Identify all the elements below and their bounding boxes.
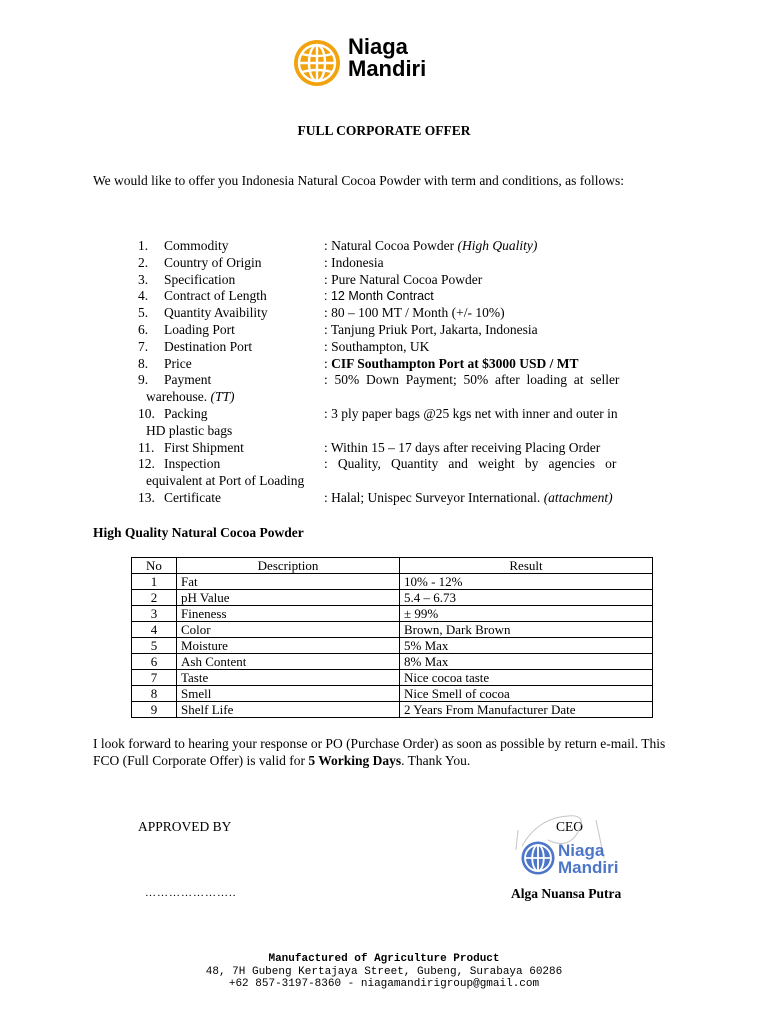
term-number: 1. <box>138 238 149 253</box>
cell-result: 8% Max <box>400 654 653 670</box>
term-item <box>138 440 675 457</box>
cell-no: 8 <box>132 686 177 702</box>
term-label: Commodity <box>164 238 229 253</box>
term-label: Loading Port <box>164 321 235 337</box>
cell-description: Fineness <box>177 606 400 622</box>
intro-paragraph: We would like to offer you Indonesia Natural Cocoa Powder with term and conditions, as follows: <box>93 173 625 188</box>
footer-address: 48, 7H Gubeng Kertajaya Street, Gubeng, Surabaya 60286 <box>205 965 563 978</box>
globe-icon <box>292 38 342 88</box>
stamp-line-2: Mandiri <box>558 858 619 877</box>
table-header-row <box>132 558 653 574</box>
term-item <box>138 255 675 272</box>
term-item <box>138 356 675 373</box>
cell-result: Nice Smell of cocoa <box>400 686 653 702</box>
signature-line: ………………….. <box>145 887 237 899</box>
cell-no: 3 <box>132 606 177 622</box>
table-row <box>132 654 653 670</box>
logo-line-1: Niaga <box>348 34 408 59</box>
term-number: 10. <box>138 405 155 421</box>
cell-no: 9 <box>132 702 177 718</box>
term-value: : Pure Natural Cocoa Powder <box>324 271 483 287</box>
term-label: Payment <box>164 372 212 388</box>
cell-no: 1 <box>132 574 177 590</box>
cell-result: 2 Years From Manufacturer Date <box>400 702 653 718</box>
stamp-line-1: Niaga <box>558 841 605 860</box>
term-label: Contract of Length <box>164 288 267 304</box>
term-number: 5. <box>138 305 149 321</box>
validity-period: 5 Working Days <box>308 753 402 768</box>
term-item <box>138 238 675 255</box>
term-number: 7. <box>138 338 149 354</box>
closing-paragraph: I look forward to hearing your response or PO (Purchase Order) as soon as possible by return e-mail. This FCO (Full Corporate Offer) is valid for 5 Working Days. Thank You. <box>93 736 666 768</box>
term-number: 12. <box>138 456 155 472</box>
cell-description: Taste <box>177 670 400 686</box>
specification-table <box>131 557 653 718</box>
term-number: 3. <box>138 271 149 287</box>
cell-description: Shelf Life <box>177 702 400 718</box>
cell-result: 10% - 12% <box>400 574 653 590</box>
term-label: Inspection <box>164 456 221 472</box>
table-row <box>132 622 653 638</box>
term-label: Certificate <box>164 489 221 505</box>
term-item <box>138 339 675 356</box>
cell-description: Color <box>177 622 400 638</box>
ceo-name: Alga Nuansa Putra <box>511 886 622 901</box>
term-value: : Within 15 – 17 days after receiving Placing Order <box>324 439 601 455</box>
company-stamp <box>514 840 624 886</box>
term-label: Country of Origin <box>164 254 262 270</box>
term-label: Specification <box>164 271 236 287</box>
cell-no: 5 <box>132 638 177 654</box>
term-number: 8. <box>138 355 149 371</box>
term-label: Quantity Avaibility <box>164 305 268 321</box>
cell-result: 5.4 – 6.73 <box>400 590 653 606</box>
term-value-continued: equivalent at Port of Loading <box>146 473 305 489</box>
table-row <box>132 590 653 606</box>
cell-result: Nice cocoa taste <box>400 670 653 686</box>
term-item <box>138 272 675 289</box>
term-number: 4. <box>138 288 149 304</box>
cell-description: pH Value <box>177 590 400 606</box>
cell-result: Brown, Dark Brown <box>400 622 653 638</box>
term-value-continued: HD plastic bags <box>146 422 233 438</box>
globe-icon <box>520 840 556 876</box>
term-label: Price <box>164 355 192 371</box>
table-row <box>132 686 653 702</box>
column-header-no: No <box>132 558 177 574</box>
term-value: : Tanjung Priuk Port, Jakarta, Indonesia <box>324 321 538 337</box>
stamp-wordmark <box>558 842 618 876</box>
terms-list <box>138 238 675 507</box>
column-header-description: Description <box>177 558 400 574</box>
cell-description: Ash Content <box>177 654 400 670</box>
footer-contact: +62 857-3197-8360 - niagamandirigroup@gmail.com <box>228 978 540 990</box>
term-value: : 80 – 100 MT / Month (+/- 10%) <box>324 305 505 321</box>
page-footer <box>0 953 768 991</box>
logo-line-2: Mandiri <box>348 56 427 81</box>
term-number: 13. <box>138 489 155 505</box>
term-item <box>138 372 675 406</box>
cell-result: ± 99% <box>400 606 653 622</box>
term-value: : Halal; Unispec Surveyor International. (attachment) <box>324 489 613 505</box>
term-item <box>138 406 675 440</box>
cell-no: 7 <box>132 670 177 686</box>
cell-no: 6 <box>132 654 177 670</box>
term-item <box>138 288 675 305</box>
table-row <box>132 702 653 718</box>
cell-description: Moisture <box>177 638 400 654</box>
logo-wordmark <box>348 36 426 80</box>
term-value: : Quality, Quantity and weight by agencies or <box>324 456 617 472</box>
company-logo <box>292 36 462 92</box>
cell-result: 5% Max <box>400 638 653 654</box>
table-row <box>132 670 653 686</box>
term-number: 2. <box>138 254 149 270</box>
term-value: : Natural Cocoa Powder (High Quality) <box>324 238 538 253</box>
column-header-result: Result <box>400 558 653 574</box>
approved-by-label: APPROVED BY <box>138 819 232 834</box>
table-row <box>132 638 653 654</box>
cell-no: 2 <box>132 590 177 606</box>
cell-no: 4 <box>132 622 177 638</box>
term-value: : 50% Down Payment; 50% after loading at seller <box>324 372 620 388</box>
term-value: : Southampton, UK <box>324 338 430 354</box>
term-value: : 12 Month Contract <box>324 289 434 304</box>
cell-description: Smell <box>177 686 400 702</box>
term-item <box>138 305 675 322</box>
footer-line-1: Manufactured of Agriculture Product <box>268 953 500 965</box>
term-number: 6. <box>138 321 149 337</box>
term-value: : 3 ply paper bags @25 kgs net with inner and outer in <box>324 405 618 421</box>
table-row <box>132 606 653 622</box>
term-value-continued: warehouse. (TT) <box>146 389 235 405</box>
section-heading: High Quality Natural Cocoa Powder <box>93 525 304 540</box>
term-item <box>138 490 675 507</box>
cell-description: Fat <box>177 574 400 590</box>
term-value: : CIF Southampton Port at $3000 USD / MT <box>324 355 579 371</box>
term-number: 9. <box>138 372 149 388</box>
term-label: First Shipment <box>164 439 244 455</box>
table-row <box>132 574 653 590</box>
term-value: : Indonesia <box>324 254 384 270</box>
document-title: FULL CORPORATE OFFER <box>297 123 471 138</box>
term-label: Packing <box>164 405 208 421</box>
term-item <box>138 322 675 339</box>
ceo-title: CEO <box>556 819 583 834</box>
term-item <box>138 456 675 490</box>
term-number: 11. <box>138 439 155 455</box>
term-label: Destination Port <box>164 338 253 354</box>
